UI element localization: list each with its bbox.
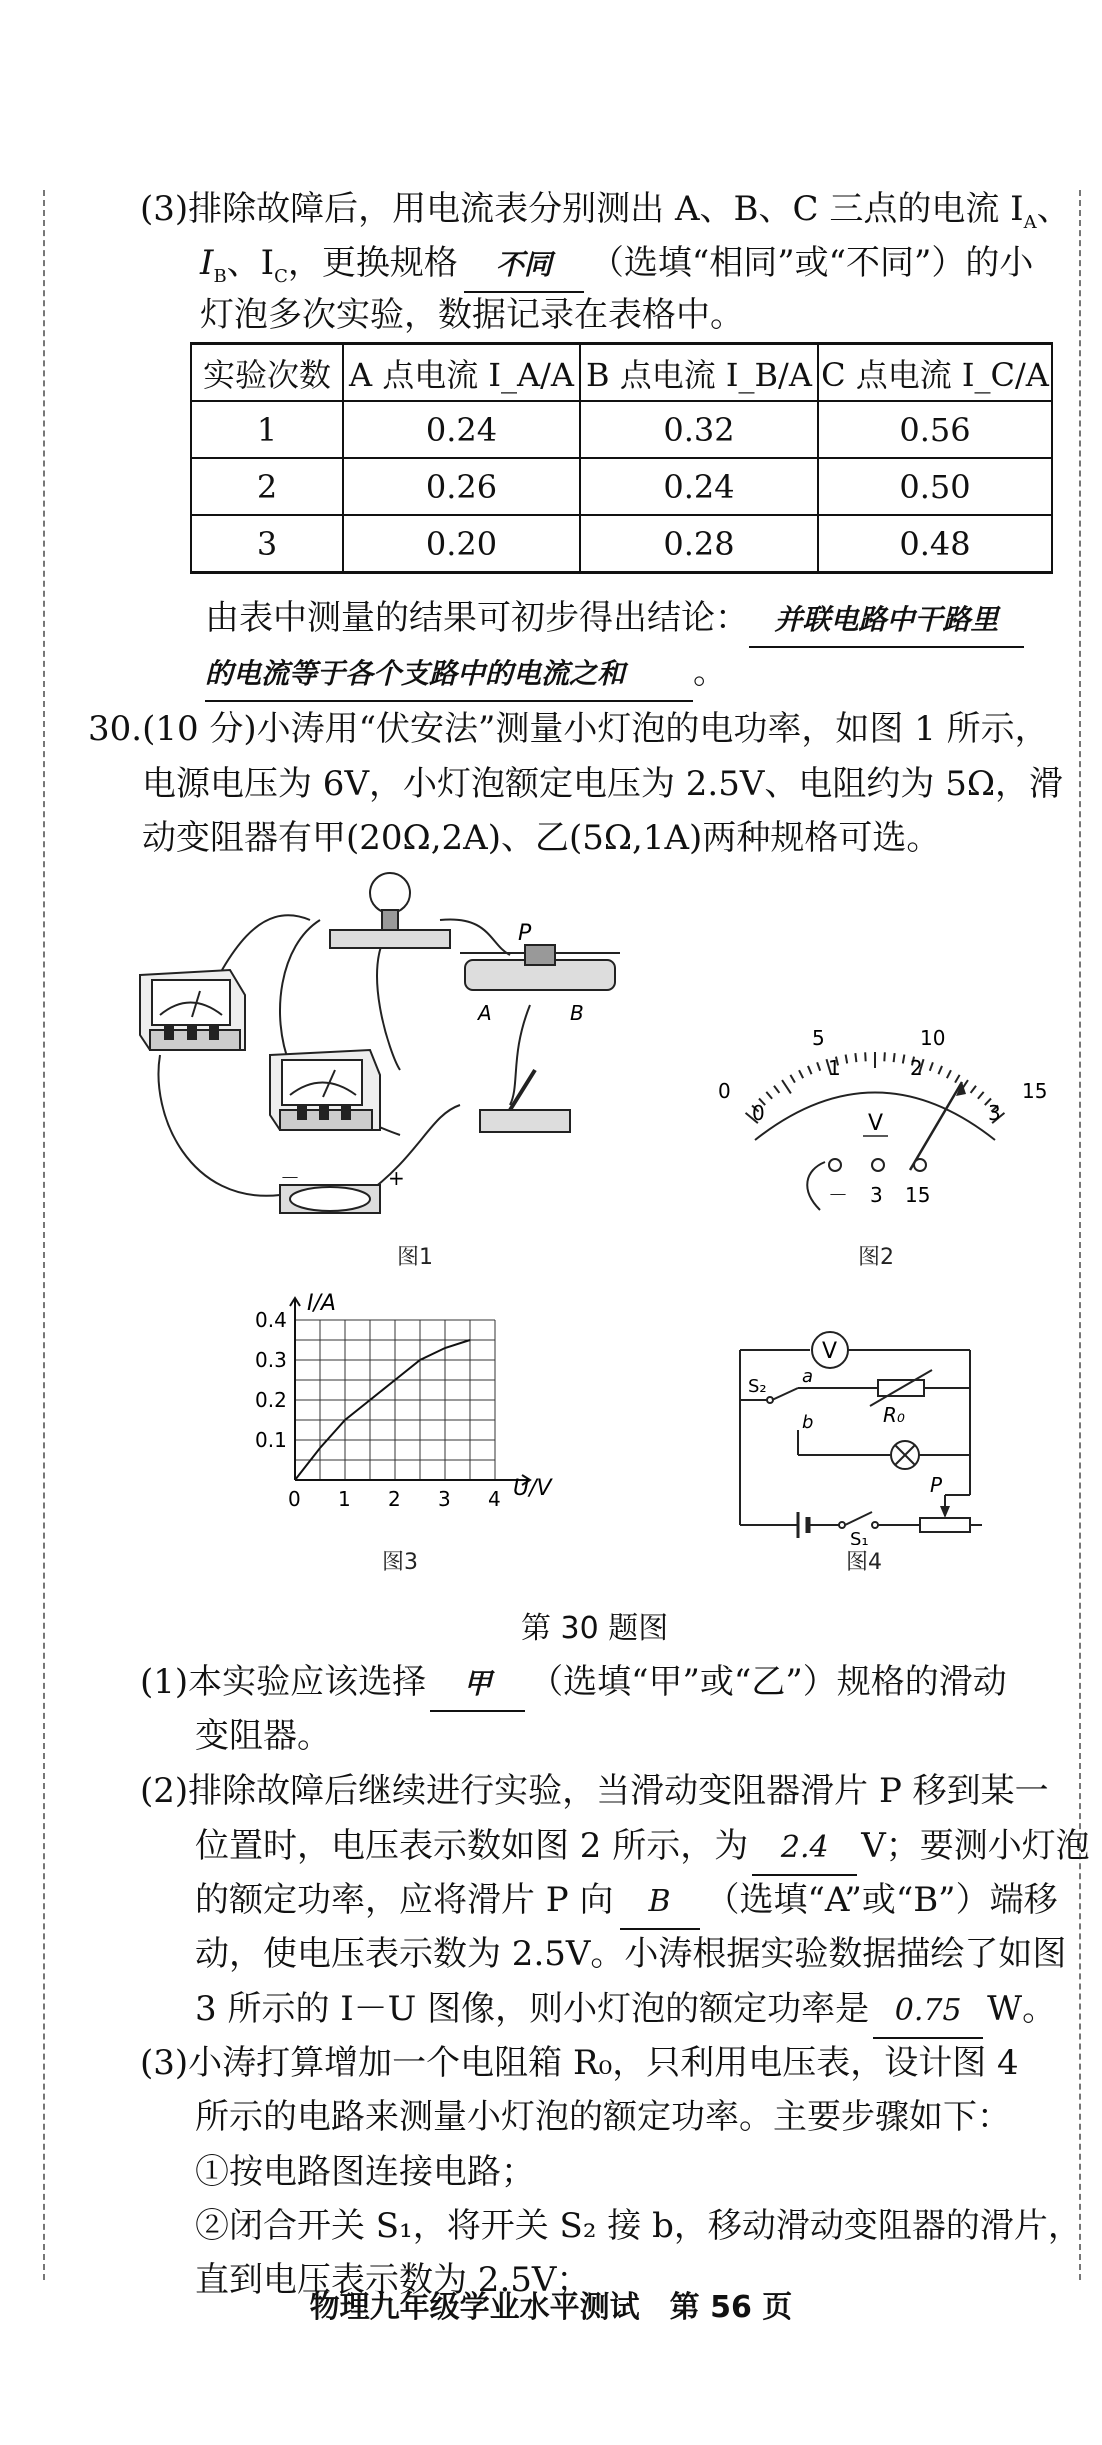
fig1-label-a: A	[478, 1001, 492, 1025]
chart-y-axis	[290, 1298, 300, 1480]
q29-conclusion-line1: 由表中测量的结果可初步得出结论： 并联电路中干路里	[205, 592, 1024, 648]
fig2-terminal: 3	[870, 1183, 883, 1207]
table-cell: 0.24	[343, 401, 580, 458]
q29-p3-line1: (3)排除故障后，用电流表分别测出 A、B、C 三点的电流 $I_A$、	[140, 189, 1071, 233]
dial-tick	[971, 1086, 976, 1093]
fig4-label-v: V	[822, 1339, 838, 1364]
q29-conclusion-line2: 的电流等于各个支路中的电流之和 。	[205, 646, 727, 702]
dial-tick	[766, 1092, 772, 1099]
table-cell: 0.50	[818, 458, 1052, 515]
table-header-cell: C 点电流 I_C/A	[818, 344, 1052, 402]
chart-x-tick-label: 3	[438, 1487, 451, 1511]
table-row	[191, 401, 1052, 458]
q30-s2-line3: 的额定功率，应将滑片 P 向 B （选填“A”或“B”）端移	[195, 1874, 1058, 1930]
fig4-caption: 图4	[846, 1550, 882, 1575]
chart-x-tick-label: 2	[388, 1487, 401, 1511]
table-cell: 0.26	[343, 458, 580, 515]
table-cell: 0.28	[580, 515, 818, 573]
dial-tick	[938, 1066, 942, 1074]
figure2-voltmeter-dial	[700, 990, 1050, 1220]
fig2-caption: 图2	[858, 1245, 894, 1270]
table-cell: 0.20	[343, 515, 580, 573]
q30-s3-line1: (3)小涛打算增加一个电阻箱 R₀，只利用电压表，设计图 4	[140, 2043, 1019, 2083]
dial-tick	[894, 1053, 895, 1062]
fig1-label-minus: －	[280, 1166, 300, 1190]
table-header-row	[191, 344, 1052, 402]
fig2-outer-tick: 10	[920, 1026, 946, 1050]
fig4-label-a: a	[802, 1366, 814, 1387]
q30-s3-line5: 直到电压表示数为 2.5V；	[195, 2260, 591, 2300]
current-data-table	[190, 342, 1053, 574]
dial-tick	[865, 1052, 866, 1061]
answer-voltage: 2.4	[752, 1822, 857, 1876]
fig4-label-b: b	[802, 1412, 814, 1433]
dial-tick	[978, 1092, 984, 1099]
dial-tick	[808, 1066, 812, 1074]
q30-s3-line2: 所示的电路来测量小灯泡的额定功率。主要步骤如下：	[195, 2097, 1011, 2137]
iu-curve-line	[295, 1340, 470, 1480]
fig4-label-s2: S₂	[748, 1376, 767, 1397]
q29-p3-line3: 灯泡多次实验，数据记录在表格中。	[200, 295, 744, 335]
dial-tick	[930, 1062, 933, 1070]
q30-line1: 30.(10 分)小涛用“伏安法”测量小灯泡的电功率，如图 1 所示，	[88, 709, 1049, 749]
figure-group-title: 第 30 题图	[521, 1611, 669, 1646]
q30-line3: 动变阻器有甲(20Ω,2A)、乙(5Ω,1A)两种规格可选。	[142, 818, 941, 858]
fig2-outer-tick: 15	[1022, 1079, 1048, 1103]
q30-s3-line3: ①按电路图连接电路；	[195, 2152, 535, 2192]
dial-tick	[903, 1055, 905, 1064]
chart-y-tick-label: 0.4	[255, 1308, 287, 1332]
fig1-caption: 图1	[397, 1245, 433, 1270]
dial-tick	[846, 1055, 848, 1064]
q30-s3-line4: ②闭合开关 S₁，将开关 S₂ 接 b，移动滑动变阻器的滑片，	[195, 2206, 1082, 2246]
figure4-circuit-diagram	[720, 1320, 990, 1545]
q30-s1-line1: (1)本实验应该选择 甲 （选填“甲”或“乙”）规格的滑动	[140, 1656, 1007, 1712]
dial-tick	[947, 1070, 951, 1078]
fig4-label-p: P	[930, 1473, 943, 1497]
table-cell: 1	[191, 401, 343, 458]
table-header-cell: B 点电流 I_B/A	[580, 344, 818, 402]
dial-tick	[790, 1075, 795, 1083]
q30-s2-line2: 位置时，电压表示数如图 2 所示，为 2.4 V；要测小灯泡	[195, 1820, 1090, 1876]
chart-x-tick-label: 0	[288, 1487, 301, 1511]
table-header-cell: 实验次数	[191, 344, 343, 402]
dial-tick	[782, 1080, 791, 1093]
answer-conclusion-1: 并联电路中干路里	[749, 594, 1024, 648]
fig2-unit-v: V	[868, 1111, 884, 1136]
figure3-iu-chart	[255, 1290, 575, 1550]
fig2-inner-tick: 3	[988, 1101, 1001, 1125]
table-cell: 0.24	[580, 458, 818, 515]
fig2-terminal: －	[828, 1183, 848, 1207]
page-footer: 物理九年级学业水平测试 第 56 页	[309, 2290, 793, 2325]
q30-line2: 电源电压为 6V，小灯泡额定电压为 2.5V、电阻约为 5Ω，滑	[142, 764, 1064, 804]
q29-p3-line2: $I_B$、$I_C$，更换规格 不同 （选填“相同”或“不同”）的小	[200, 237, 1033, 303]
answer-rated-power: 0.75	[873, 1985, 983, 2039]
chart-y-tick-label: 0.2	[255, 1388, 287, 1412]
fig1-label-b: B	[570, 1001, 584, 1025]
fig2-inner-tick: 1	[828, 1056, 841, 1080]
dial-tick	[884, 1052, 885, 1061]
table-cell: 2	[191, 458, 343, 515]
table-cell: 0.32	[580, 401, 818, 458]
voltmeter-needle	[910, 1082, 962, 1170]
fig1-label-plus: +	[388, 1166, 405, 1190]
fig1-label-p: P	[518, 921, 532, 946]
fig2-terminal: 15	[905, 1183, 931, 1207]
table-header-cell: A 点电流 I_A/A	[343, 344, 580, 402]
answer-rheostat: 甲	[430, 1658, 525, 1712]
dial-tick	[955, 1075, 960, 1083]
right-margin-dashed-line	[1079, 190, 1081, 2280]
table-cell: 0.48	[818, 515, 1052, 573]
fig2-inner-tick: 0	[752, 1101, 765, 1125]
fig4-label-s1: S₁	[850, 1529, 869, 1545]
fig2-outer-tick: 0	[718, 1079, 731, 1103]
q30-s2-line4: 动，使电压表示数为 2.5V。小涛根据实验数据描绘了如图	[195, 1934, 1067, 1974]
table-cell: 3	[191, 515, 343, 573]
table-row	[191, 515, 1052, 573]
table-cell: 0.56	[818, 401, 1052, 458]
chart-y-tick-label: 0.1	[255, 1428, 287, 1452]
fig2-inner-tick: 2	[910, 1056, 923, 1080]
left-margin-dashed-line	[43, 190, 45, 2280]
fig2-outer-tick: 5	[812, 1026, 825, 1050]
q30-s1-line2: 变阻器。	[195, 1716, 331, 1756]
answer-conclusion-2: 的电流等于各个支路中的电流之和	[205, 648, 693, 702]
fig4-label-r0: R₀	[883, 1403, 905, 1427]
dial-tick	[774, 1086, 779, 1093]
dial-tick	[817, 1062, 820, 1070]
dial-tick	[799, 1070, 803, 1078]
table-row	[191, 458, 1052, 515]
fig3-caption: 图3	[382, 1550, 418, 1575]
chart-xlabel: U/V	[513, 1476, 552, 1501]
dial-tick	[855, 1053, 856, 1062]
chart-ylabel: I/A	[307, 1291, 336, 1316]
chart-x-tick-label: 1	[338, 1487, 351, 1511]
answer-direction: B	[620, 1876, 700, 1930]
chart-x-tick-label: 4	[488, 1487, 501, 1511]
q30-s2-line1: (2)排除故障后继续进行实验，当滑动变阻器滑片 P 移到某一	[140, 1771, 1049, 1811]
q30-s2-line5: 3 所示的 I－U 图像，则小灯泡的额定功率是 0.75 W。	[195, 1983, 1056, 2039]
chart-y-tick-label: 0.3	[255, 1348, 287, 1372]
answer-spec: 不同	[464, 239, 584, 293]
figure1-circuit-apparatus	[130, 855, 690, 1245]
